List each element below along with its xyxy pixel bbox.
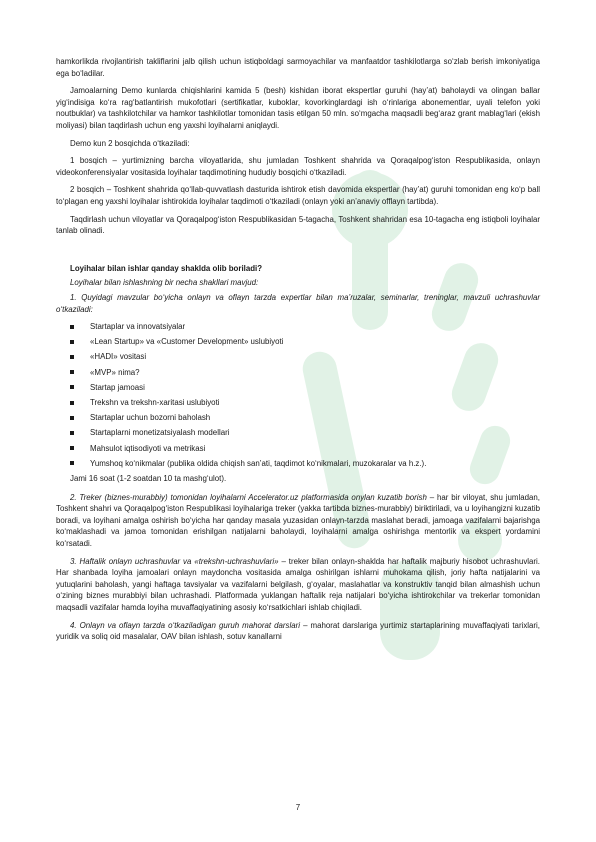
bullet-icon <box>70 370 74 374</box>
list-item: «Lean Startup» va «Customer Development» uslubiyoti <box>70 336 540 348</box>
list-item: «HADI» vositasi <box>70 351 540 363</box>
item-2-text: – har bir viloyat, shu jumladan, Toshkent shahri va Qoraqalpog‘iston Respublikasi loyihalariga treker (yakka tartibda biznes-murabbiy) biriktiriladi, va u loyihangizni kuzatib boradi, va loyihani amalga oshirish bo‘yicha har qanday masala yuzasidan onlayn-tarzda maslahat beradi, jamoaga vazifalarni bajarishga ko‘maklashadi va jamoa tomonidan erishilgan natijalarni baholaydi, loyihalarni amalga oshirishga mentorlik va ekspert yordamini ko‘rsatadi. <box>56 492 540 548</box>
bullet-icon <box>70 446 74 450</box>
jury-paragraph: Jamoalarning Demo kunlarda chiqishlarini kamida 5 (besh) kishidan iborat ekspertlar guruhi (hay’at) baholaydi va olingan ballar yig‘indisiga ko‘ra rag‘batlantirish mukofotlari (sertifikatlar, kuboklar, kovorkinglardagi ish o‘rinlariga abonementlar, uyali telefon yoki noutbuklar) va tashkilotchilar va hamkor tashkilotlar tomonidan tasis etilgan 50 mln. so‘mgacha maqsadli beg‘araz grant mablag‘lari (ekish moliyasi) bilan taqdirlash uchun eng yaxshi loyihalarni aniqlaydi. <box>56 86 540 130</box>
stage-2-paragraph: 2 bosqich – Toshkent shahrida qo‘llab-quvvatlash dasturida ishtirok etish davomida ekspertlar (hay’at) guruhi tomonidan eng ko‘p ball to‘plagan eng yaxshi loyihalar ishtirokida loyihalar taqdimoti o‘tkaziladi (onlayn yoki an’anaviy offlayn tartibda). <box>56 185 540 206</box>
page-number: 7 <box>295 803 301 812</box>
topics-list <box>56 321 540 469</box>
item-3-text: – treker bilan onlayn-shaklda har haftalik majburiy hisobot uchrashuvlari. Har shanbada loyiha jamoalari onlayn maydoncha vositasida amalga oshirilgan ishlarni muhokama qilish, joriy hafta natijalarini va yutuqlarini baholash, yangi haftaga tavsiyalar va vazifalarni belgilash, g‘oyalar, maslahatlar va konstruktiv tanqid bilan almashish uchun o‘zining biznes murabbiyi bilan uchrashadi. Platformada yuklangan haftalik reja natijalari bo‘yicha ishtirokchilar va trekerlar tomonidan maqsadli vazifalar hamda loyiha muvaffaqiyatining asosiy ko‘rsatkichlari ishlab chiqiladi. <box>56 556 540 612</box>
list-item: Trekshn va trekshn-xaritasi uslubiyoti <box>70 397 540 409</box>
bullet-icon <box>70 401 74 405</box>
list-item: Yumshoq ko‘nikmalar (publika oldida chiqish san’ati, taqdimot ko‘nikmalari, muzokaralar va h.z.). <box>70 458 540 470</box>
demo-day-stages: Demo kun 2 bosqichda o‘tkaziladi: <box>70 138 190 148</box>
document-page <box>56 56 540 649</box>
item-3-title: 3. Haftalik onlayn uchrashuvlar va «trekshn-uchrashuvlari» <box>70 556 279 566</box>
item-2-paragraph <box>56 492 540 550</box>
list-item: Startaplarni monetizatsiyalash modellari <box>70 427 540 439</box>
bullet-icon <box>70 431 74 435</box>
item-3-paragraph <box>56 556 540 614</box>
stage-1-paragraph: 1 bosqich – yurtimizning barcha viloyatlarida, shu jumladan Toshkent shahrida va Qoraqalpog‘iston Respublikasida, onlayn videokonferensiyalar vositasida loyihalar taqdimotining hududiy bosqichi o‘tkaziladi. <box>56 156 540 177</box>
section-heading: Loyihalar bilan ishlar qanday shaklda olib boriladi? <box>70 263 263 273</box>
bullet-icon <box>70 385 74 389</box>
bullet-icon <box>70 355 74 359</box>
awards-paragraph: Taqdirlash uchun viloyatlar va Qoraqalpog‘iston Respublikasidan 5-tagacha, Toshkent shahridan esa 10-tagacha eng istiqboli loyihalar tanlab olinadi. <box>56 214 540 236</box>
total-hours: Jami 16 soat (1-2 soatdan 10 ta mashg‘ulot). <box>70 473 227 483</box>
list-item: Startap jamoasi <box>70 382 540 394</box>
section-lead: Loyihalar bilan ishlashning bir necha shakllari mavjud: <box>70 278 259 288</box>
list-item: Startaplar va innovatsiyalar <box>70 321 540 333</box>
item-1-title: 1. Quyidagi mavzular bo‘yicha onlayn va oflayn tarzda expertlar bilan ma’ruzalar, seminarlar, treninglar, mavzuli uchrashuvlar o‘tkaziladi: <box>56 292 540 314</box>
item-2-title: 2. Treker (biznes-murabbiy) tomonidan loyihalarni Accelerator.uz platformasida onylan kuzatib borish <box>70 492 427 502</box>
bullet-icon <box>70 325 74 329</box>
section-gap <box>56 243 540 263</box>
item-4-title: 4. Onlayn va oflayn tarzda o‘tkaziladigan guruh mahorat darslari <box>70 620 301 630</box>
bullet-icon <box>70 340 74 344</box>
list-item: Mahsulot iqtisodiyoti va metrikasi <box>70 443 540 455</box>
intro-paragraph: hamkorlikda rivojlantirish takliflarini jalb qilish uchun istiqboldagi sarmoyachilar va manfaatdor tashkilotlarga so‘zlab berish imkoniyatiga ega bo‘ladilar. <box>56 57 540 78</box>
bullet-icon <box>70 416 74 420</box>
list-item: Startaplar uchun bozorni baholash <box>70 412 540 424</box>
list-item: «MVP» nima? <box>70 367 540 379</box>
bullet-icon <box>70 461 74 465</box>
item-4-paragraph <box>56 620 540 643</box>
item-4-text: – mahorat darslariga yurtimiz startaplarining muvaffaqiyati tarixlari, yuridik va soliq oid masalalar, OAV bilan ishlash, sotuv kanallarni <box>56 620 540 642</box>
